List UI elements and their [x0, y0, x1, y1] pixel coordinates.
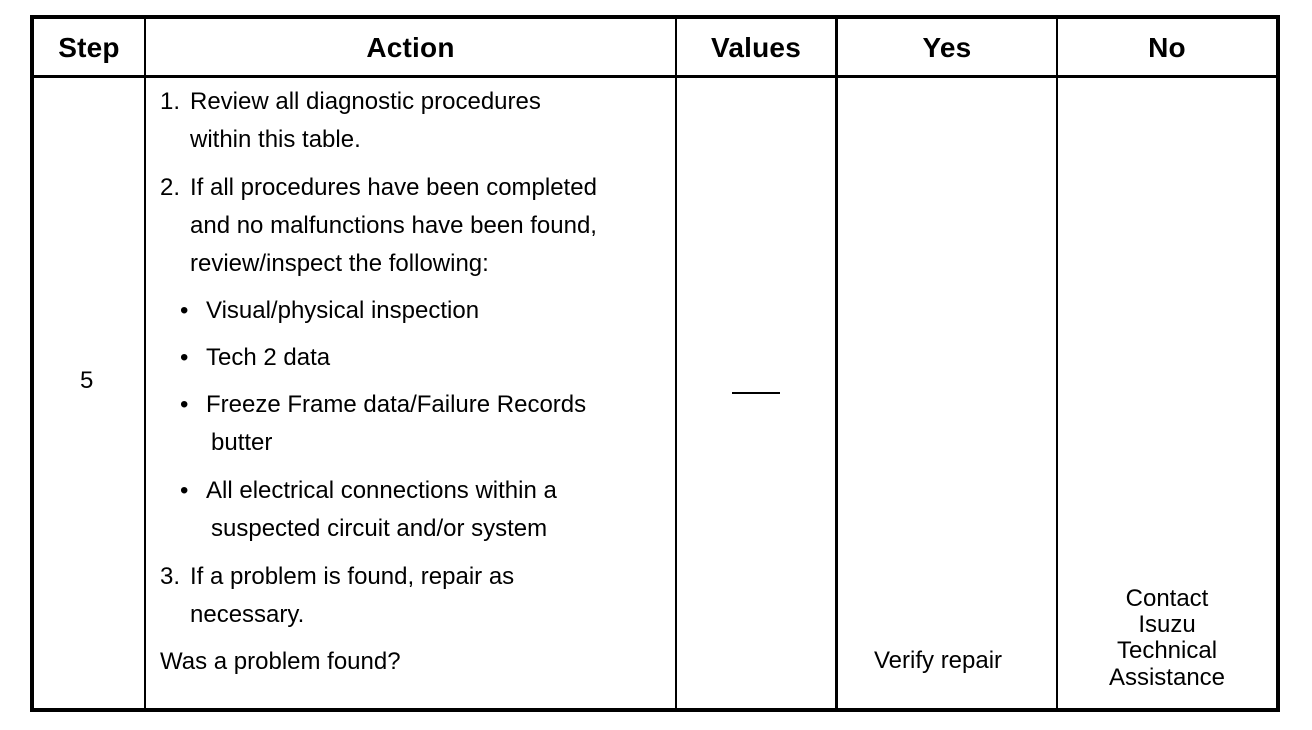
- bullet-2: Tech 2 data: [206, 344, 331, 371]
- bullet-marker: •: [180, 297, 189, 324]
- bullet-marker: •: [180, 477, 189, 504]
- col-divider-action-values: [675, 19, 677, 708]
- item-2-number: 2.: [160, 174, 181, 201]
- bullet-4-line-1: All electrical connections within a: [206, 477, 557, 504]
- bullet-3-line-2: butter: [211, 429, 273, 456]
- item-2-line-2: and no malfunctions have been found,: [190, 212, 597, 239]
- header-values: Values: [711, 32, 801, 63]
- diagnostic-table: [30, 15, 1280, 712]
- step-number: 5: [80, 367, 94, 394]
- item-3-line-2: necessary.: [190, 601, 305, 628]
- question-text: Was a problem found?: [160, 648, 401, 675]
- no-line-1: Contact: [1125, 585, 1209, 612]
- item-1-number: 1.: [160, 88, 181, 115]
- bullet-1: Visual/physical inspection: [206, 297, 480, 324]
- bullet-marker: •: [180, 344, 189, 371]
- item-3-line-1: If a problem is found, repair as: [190, 563, 515, 590]
- bullet-3-line-1: Freeze Frame data/Failure Records: [206, 391, 587, 418]
- bullet-4-line-2: suspected circuit and/or system: [211, 515, 548, 542]
- header-no: No: [1148, 32, 1186, 63]
- no-line-3: Technical: [1116, 637, 1218, 664]
- col-divider-values-yes: [835, 19, 838, 708]
- item-2-line-1: If all procedures have been completed: [190, 174, 597, 201]
- header-action: Action: [366, 32, 455, 63]
- action-cell: [146, 77, 675, 712]
- no-line-4: Assistance: [1108, 664, 1226, 691]
- item-1-line-2: within this table.: [190, 126, 361, 153]
- header-yes: Yes: [922, 32, 972, 63]
- no-action: [1058, 585, 1276, 691]
- bullet-marker: •: [180, 391, 189, 418]
- values-dash: [732, 392, 780, 394]
- yes-action: Verify repair: [874, 647, 1003, 674]
- item-1-line-1: Review all diagnostic procedures: [190, 88, 541, 115]
- header-step: Step: [58, 32, 120, 63]
- no-line-2: Isuzu: [1138, 611, 1196, 638]
- item-3-number: 3.: [160, 563, 181, 590]
- item-2-line-3: review/inspect the following:: [190, 250, 489, 277]
